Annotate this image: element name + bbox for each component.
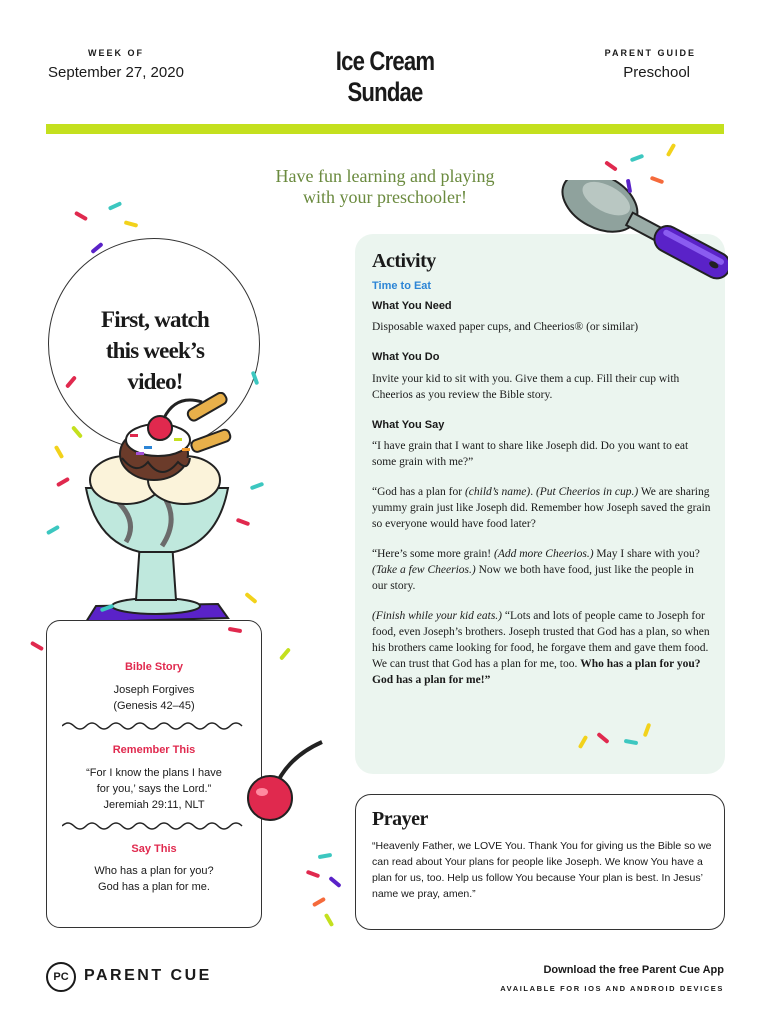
say-this-text bbox=[60, 863, 248, 895]
watch-video-text bbox=[80, 304, 230, 397]
say-this-line2: God has a plan for me. bbox=[98, 881, 210, 893]
week-label: WEEK OF bbox=[88, 48, 144, 58]
confetti-piece bbox=[318, 853, 332, 859]
say-this-label: Say This bbox=[131, 843, 177, 855]
page-title-line2: Sundae bbox=[347, 77, 423, 107]
guide-level: Preschool bbox=[623, 64, 690, 81]
confetti-piece bbox=[56, 477, 70, 487]
cherry-illustration bbox=[240, 736, 330, 826]
what-you-say-paragraph-1: “I have grain that I want to share like Joseph did. Do you want to eat some grain with me?” bbox=[372, 440, 689, 468]
download-app-title: Download the free Parent Cue App bbox=[543, 964, 724, 976]
bible-story-line2: (Genesis 42–45) bbox=[113, 700, 195, 712]
tagline bbox=[230, 166, 540, 208]
confetti-piece bbox=[666, 143, 676, 157]
remember-this-label: Remember This bbox=[112, 744, 196, 756]
what-you-need-heading: What You Need bbox=[372, 300, 452, 312]
what-you-do-text: Invite your kid to sit with you. Give them a cup. Fill their cup with Cheerios as you review the Bible story. bbox=[372, 373, 680, 401]
tagline-line1: Have fun learning and playing bbox=[275, 166, 495, 186]
bible-story-line1: Joseph Forgives bbox=[113, 684, 195, 696]
remember-this-text bbox=[60, 765, 248, 813]
say-this-line1: Who has a plan for you? bbox=[94, 865, 214, 877]
parent-guide-label: PARENT GUIDE bbox=[604, 48, 696, 58]
watch-line3: video! bbox=[127, 369, 183, 394]
confetti-piece bbox=[108, 201, 122, 211]
confetti-piece bbox=[244, 592, 257, 604]
bible-story-text bbox=[60, 682, 248, 714]
what-you-need-text: Disposable waxed paper cups, and Cheerios® (or similar) bbox=[372, 321, 639, 333]
confetti-piece bbox=[30, 641, 44, 651]
confetti-piece bbox=[324, 913, 334, 927]
confetti-piece bbox=[604, 160, 618, 171]
wavy-divider bbox=[62, 820, 246, 832]
wavy-divider bbox=[62, 720, 246, 732]
confetti-piece bbox=[250, 482, 265, 491]
what-you-say-paragraph-4: (Finish while your kid eats.) “Lots and lots of people came to Joseph for food, even Joseph’s brothers. Joseph trusted that God has a plan, so when his brothers came looking for food, he forgave them and gave them food. We can trust that God has a plan for me, too. Who has a plan for you? God has a plan for me!” bbox=[372, 610, 710, 686]
confetti-piece bbox=[54, 445, 64, 459]
confetti-piece bbox=[124, 220, 139, 227]
remember-line3: Jeremiah 29:11, NLT bbox=[103, 799, 205, 811]
confetti-piece bbox=[46, 525, 60, 535]
download-app-subtitle: AVAILABLE FOR IOS AND ANDROID DEVICES bbox=[500, 984, 724, 993]
activity-subtitle: Time to Eat bbox=[372, 280, 432, 292]
week-date: September 27, 2020 bbox=[48, 64, 184, 81]
confetti-piece bbox=[74, 211, 88, 221]
page-title bbox=[315, 46, 454, 108]
what-you-say-heading: What You Say bbox=[372, 419, 445, 431]
page-title-line1: Ice Cream bbox=[335, 46, 435, 76]
confetti-piece bbox=[328, 876, 341, 888]
what-you-say-paragraph-2: “God has a plan for (child’s name). (Put Cheerios in cup.) We are sharing yummy grain just like Joseph did. Remember how Joseph saved the grain so everyone would have food later? bbox=[372, 486, 711, 530]
parent-cue-logo-text: PARENT CUE bbox=[84, 967, 212, 984]
confetti-piece bbox=[306, 870, 321, 879]
watch-line2: this week’s bbox=[105, 338, 205, 363]
prayer-title: Prayer bbox=[372, 808, 428, 830]
prayer-text: “Heavenly Father, we LOVE You. Thank You for giving us the Bible so we can read about Your plans for people like Joseph. We know You have a plan for us, too. Help us follow You because Your plan is best. In Jesus’ name we pray, amen.” bbox=[372, 840, 712, 900]
ice-cream-scoop-illustration bbox=[528, 180, 728, 340]
what-you-do-heading: What You Do bbox=[372, 351, 440, 363]
confetti-piece bbox=[312, 897, 326, 907]
header-divider-bar bbox=[46, 124, 724, 134]
parent-cue-logo-icon: PC bbox=[46, 962, 76, 992]
tagline-line2: with your preschooler! bbox=[303, 187, 467, 207]
confetti-piece bbox=[630, 154, 645, 163]
activity-title: Activity bbox=[372, 250, 436, 272]
what-you-say-paragraph-3: “Here’s some more grain! (Add more Cheerios.) May I share with you? (Take a few Cheerios.) Now we both have food, just like the people in our story. bbox=[372, 548, 700, 592]
confetti-piece bbox=[279, 647, 291, 660]
sundae-illustration bbox=[78, 392, 238, 632]
remember-line1: “For I know the plans I have bbox=[86, 767, 222, 779]
bible-story-label: Bible Story bbox=[124, 661, 184, 673]
watch-line1: First, watch bbox=[101, 307, 209, 332]
remember-line2: for you,’ says the Lord.” bbox=[96, 783, 212, 795]
